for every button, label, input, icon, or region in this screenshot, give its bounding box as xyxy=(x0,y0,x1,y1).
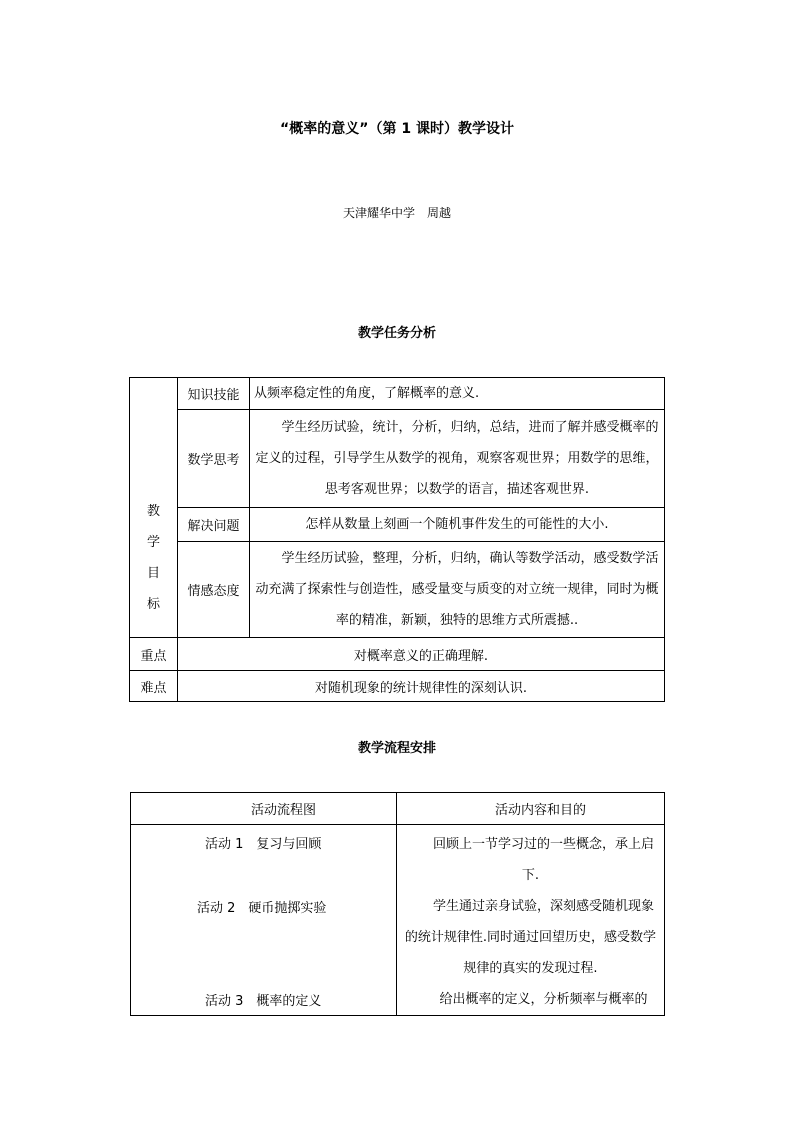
activity-3: 活动 3 概率的定义 xyxy=(205,994,322,1009)
section-heading-flow: 教学流程安排 xyxy=(357,741,436,756)
activity-1: 活动 1 复习与回顾 xyxy=(205,837,322,852)
objectives-label-char: 标 xyxy=(146,596,160,612)
table-row xyxy=(130,638,665,671)
row-label-attitude: 情感态度 xyxy=(178,542,250,638)
row-text-knowledge: 从频率稳定性的角度，了解概率的意义. xyxy=(250,378,665,410)
col-header-content-text: 活动内容和目的 xyxy=(494,803,586,818)
row-label-knowledge: 知识技能 xyxy=(178,378,250,410)
table-row xyxy=(131,825,665,1016)
row-label-math-thinking: 数学思考 xyxy=(178,410,250,508)
task-analysis-table xyxy=(129,377,665,702)
table-row xyxy=(130,671,665,702)
flow-chart-cell xyxy=(131,825,397,1016)
difficulty-text: 对随机现象的统计规律性的深刻认识. xyxy=(178,671,665,702)
row-text-math-thinking: 学生经历试验，统计，分析，归纳，总结，进而了解并感受概率的定义的过程，引导学生从数学的视角，观察客观世界；用数学的思维，思考客观世界；以数学的语言，描述客观世界. xyxy=(250,410,665,508)
table-row xyxy=(130,542,665,638)
activity-content-cell xyxy=(397,825,665,1016)
col-header-content xyxy=(397,793,665,825)
col-header-flow xyxy=(131,793,397,825)
col-header-flow-text: 活动流程图 xyxy=(250,803,316,818)
table-row xyxy=(130,378,665,410)
objectives-label-char: 学 xyxy=(146,534,160,550)
table-row xyxy=(131,793,665,825)
objectives-label xyxy=(130,378,178,638)
table-row xyxy=(130,410,665,508)
activity-content-text: 回顾上一节学习过的一些概念，承上启下. 学生通过亲身试验，深刻感受随机现象的统计规律性.同时通过回望历史，感受数学规律的真实的发现过程. 给出概率的定义，分析频率与概率的 xyxy=(404,837,657,1007)
key-point-label: 重点 xyxy=(130,638,178,671)
table-row xyxy=(130,508,665,542)
row-text-problem-solving: 怎样从数量上刻画一个随机事件发生的可能性的大小. xyxy=(250,508,665,542)
row-label-problem-solving: 解决问题 xyxy=(178,508,250,542)
objectives-label-char: 目 xyxy=(146,565,160,581)
objectives-label-char: 教 xyxy=(146,503,160,519)
activity-2: 活动 2 硬币抛掷实验 xyxy=(197,901,327,916)
author-line: 天津耀华中学 周越 xyxy=(342,206,451,220)
flow-table xyxy=(130,792,665,1016)
difficulty-label: 难点 xyxy=(130,671,178,702)
section-heading-task-analysis: 教学任务分析 xyxy=(357,326,436,341)
row-text-attitude: 学生经历试验，整理，分析，归纳，确认等数学活动，感受数学活动充满了探索性与创造性，感受量变与质变的对立统一规律，同时为概率的精准，新颖，独特的思维方式所震撼.. xyxy=(250,542,665,638)
document-title: “概率的意义”（第 1 课时）教学设计 xyxy=(280,121,514,137)
key-point-text: 对概率意义的正确理解. xyxy=(178,638,665,671)
